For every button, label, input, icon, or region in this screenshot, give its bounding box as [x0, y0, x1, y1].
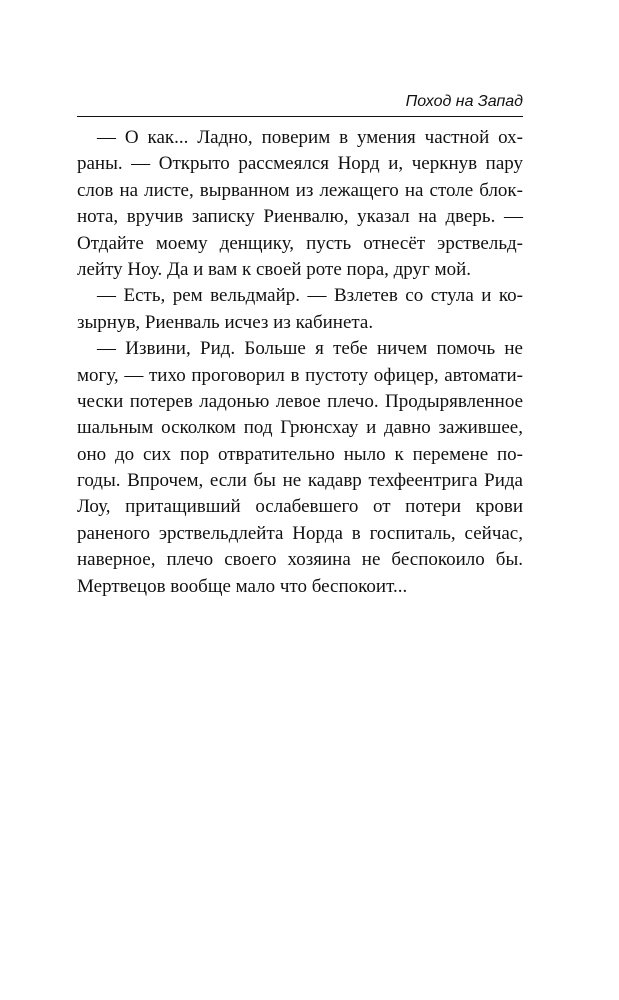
text-line: годы. Впрочем, если бы не кадавр техфеентрига Рида [77, 470, 523, 492]
text-line: оно до сих пор отвратительно ныло к перемене по- [77, 443, 523, 465]
running-header [77, 92, 523, 117]
text-line: Лоу, притащивший ослабевшего от потери крови [77, 496, 523, 518]
running-title: Поход на Запад [405, 93, 523, 110]
text-line: шальным осколком под Грюнсхау и давно зажившее, [77, 417, 523, 439]
text-line: Мертвецов вообще мало что беспокоит... [77, 575, 408, 597]
text-line: зырнув, Риенваль исчез из кабинета. [77, 311, 374, 333]
text-line: — Извини, Рид. Больше я тебе ничем помочь не [97, 338, 523, 360]
body-text [77, 125, 523, 600]
text-line: Отдайте моему денщику, пусть отнесёт эрствельд- [77, 232, 523, 254]
text-line: чески потерев ладонью левое плечо. Продырявленное [77, 390, 523, 412]
text-line: — О как... Ладно, поверим в умения частной ох- [97, 127, 523, 148]
text-line: нота, вручив записку Риенвалю, указал на дверь. — [77, 206, 523, 228]
text-line: наверное, плечо своего хозяина не беспокоило бы. [77, 549, 523, 571]
text-line: лейту Ноу. Да и вам к своей роте пора, друг мой. [77, 258, 472, 280]
text-line: слов на листе, вырванном из лежащего на столе блок- [77, 179, 523, 201]
text-line: — Есть, рем вельдмайр. — Взлетев со стула и ко- [97, 285, 523, 307]
text-line: могу, — тихо проговорил в пустоту офицер, автомати- [77, 364, 523, 386]
text-line: раны. — Открыто рассмеялся Норд и, черкнув пару [77, 153, 523, 175]
text-line: раненого эрствельдлейта Норда в госпиталь, сейчас, [77, 522, 523, 544]
